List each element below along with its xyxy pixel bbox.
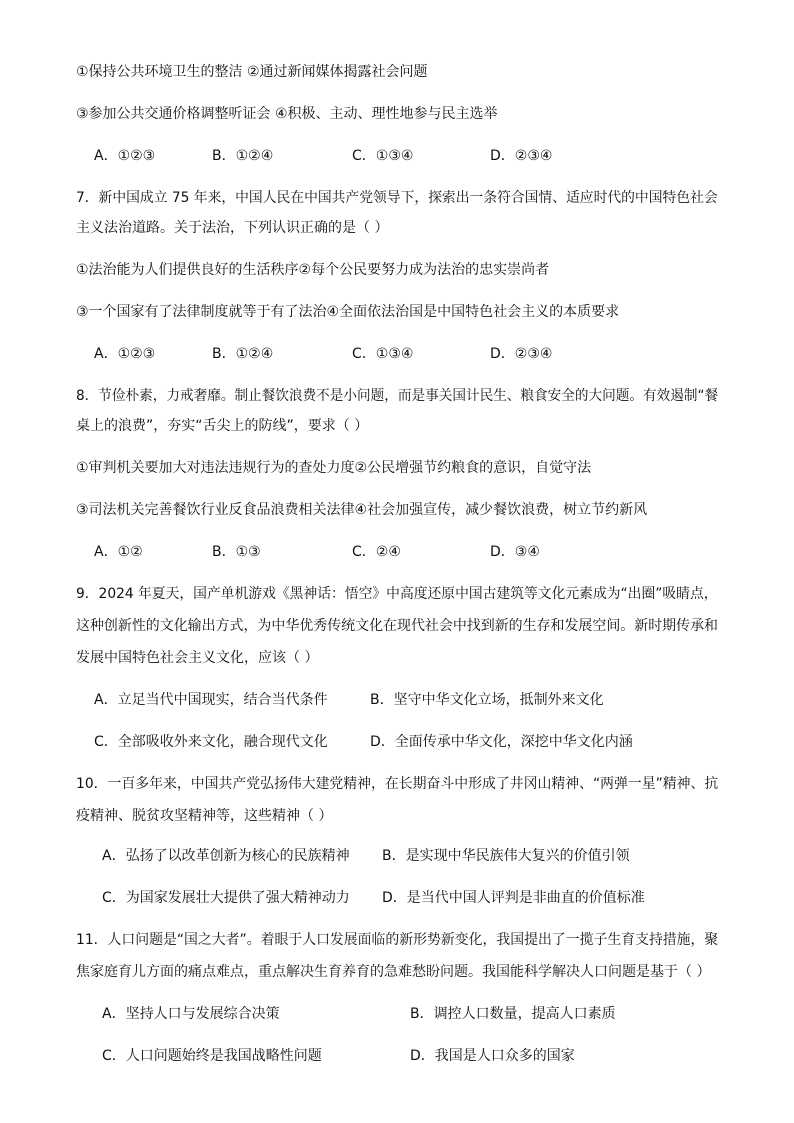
q8-stem-line-2: 桌上的浪费”，夯实“舌尖上的防线”，要求（ ） <box>76 418 369 434</box>
q11-stem-line-1: 11．人口问题是“国之大者”。着眼于人口发展面临的新形势新变化，我国提出了一揽子生育支持措施，聚 <box>76 932 719 948</box>
q8-option-b[interactable]: B．①③ <box>212 544 261 560</box>
q7-option-b[interactable]: B．①②④ <box>212 346 274 362</box>
q6-option-a[interactable]: A．①②③ <box>94 148 156 164</box>
q6-option-c[interactable]: C．①③④ <box>352 148 414 164</box>
q7-option-d[interactable]: D．②③④ <box>490 346 553 362</box>
q7-statements-1: ①法治能为人们提供良好的生活秩序②每个公民要努力成为法治的忠实崇尚者 <box>76 262 550 278</box>
q7-option-a[interactable]: A．①②③ <box>94 346 156 362</box>
q8-statements-1: ①审判机关要加大对违法违规行为的查处力度②公民增强节约粮食的意识，自觉守法 <box>76 460 592 476</box>
q11-option-a[interactable]: A．坚持人口与发展综合决策 <box>102 1006 280 1022</box>
q11-option-b[interactable]: B．调控人口数量，提高人口素质 <box>410 1006 616 1022</box>
q7-option-c[interactable]: C．①③④ <box>352 346 414 362</box>
q9-option-b[interactable]: B．坚守中华文化立场，抵制外来文化 <box>370 692 604 708</box>
q9-option-d[interactable]: D．全面传承中华文化，深挖中华文化内涵 <box>370 734 633 750</box>
q8-statements-2: ③司法机关完善餐饮行业反食品浪费相关法律④社会加强宣传，减少餐饮浪费，树立节约新风 <box>76 502 648 518</box>
q8-stem-line-1: 8．节俭朴素，力戒奢靡。制止餐饮浪费不是小问题，而是事关国计民生、粮食安全的大问题。有效遏制“餐 <box>76 388 719 404</box>
q8-option-c[interactable]: C．②④ <box>352 544 401 560</box>
q9-stem-line-3: 发展中国特色社会主义文化，应该（ ） <box>76 650 319 666</box>
q10-option-d[interactable]: D．是当代中国人评判是非曲直的价值标准 <box>382 890 645 906</box>
q10-stem-line-1: 10．一百多年来，中国共产党弘扬伟大建党精神，在长期奋斗中形成了井冈山精神、“两弹一星”精神、抗 <box>76 776 719 792</box>
q7-statements-2: ③一个国家有了法律制度就等于有了法治④全面依法治国是中国特色社会主义的本质要求 <box>76 304 620 320</box>
q9-stem-line-1: 9．2024 年夏天，国产单机游戏《黑神话：悟空》中高度还原中国古建筑等文化元素成为“出圈”吸睛点， <box>76 586 718 602</box>
q8-option-d[interactable]: D．③④ <box>490 544 540 560</box>
q10-stem-line-2: 疫精神、脱贫攻坚精神等，这些精神（ ） <box>76 808 333 824</box>
q7-stem-line-1: 7．新中国成立 75 年来，中国人民在中国共产党领导下，探索出一条符合国情、适应时代的中国特色社会 <box>76 190 718 206</box>
q9-option-c[interactable]: C．全部吸收外来文化，融合现代文化 <box>94 734 328 750</box>
q6-statements-2: ③参加公共交通价格调整听证会 ④积极、主动、理性地参与民主选举 <box>76 106 498 122</box>
q11-stem-line-2: 焦家庭育儿方面的痛点难点，重点解决生育养育的急难愁盼问题。我国能科学解决人口问题是基于（ ） <box>76 964 711 980</box>
q9-stem-line-2: 这种创新性的文化输出方式，为中华优秀传统文化在现代社会中找到新的生存和发展空间。新时期传承和 <box>76 618 719 634</box>
q10-option-b[interactable]: B．是实现中华民族伟大复兴的价值引领 <box>382 848 630 864</box>
q6-option-b[interactable]: B．①②④ <box>212 148 274 164</box>
q6-option-d[interactable]: D．②③④ <box>490 148 553 164</box>
q10-option-c[interactable]: C．为国家发展壮大提供了强大精神动力 <box>102 890 350 906</box>
q11-option-c[interactable]: C．人口问题始终是我国战略性问题 <box>102 1048 322 1064</box>
q10-option-a[interactable]: A．弘扬了以改革创新为核心的民族精神 <box>102 848 350 864</box>
q11-option-d[interactable]: D．我国是人口众多的国家 <box>410 1048 575 1064</box>
q9-option-a[interactable]: A．立足当代中国现实，结合当代条件 <box>94 692 328 708</box>
q7-stem-line-2: 主义法治道路。关于法治，下列认识正确的是（ ） <box>76 220 389 236</box>
q8-option-a[interactable]: A．①② <box>94 544 143 560</box>
q6-statements-1: ①保持公共环境卫生的整洁 ②通过新闻媒体揭露社会问题 <box>76 64 428 80</box>
